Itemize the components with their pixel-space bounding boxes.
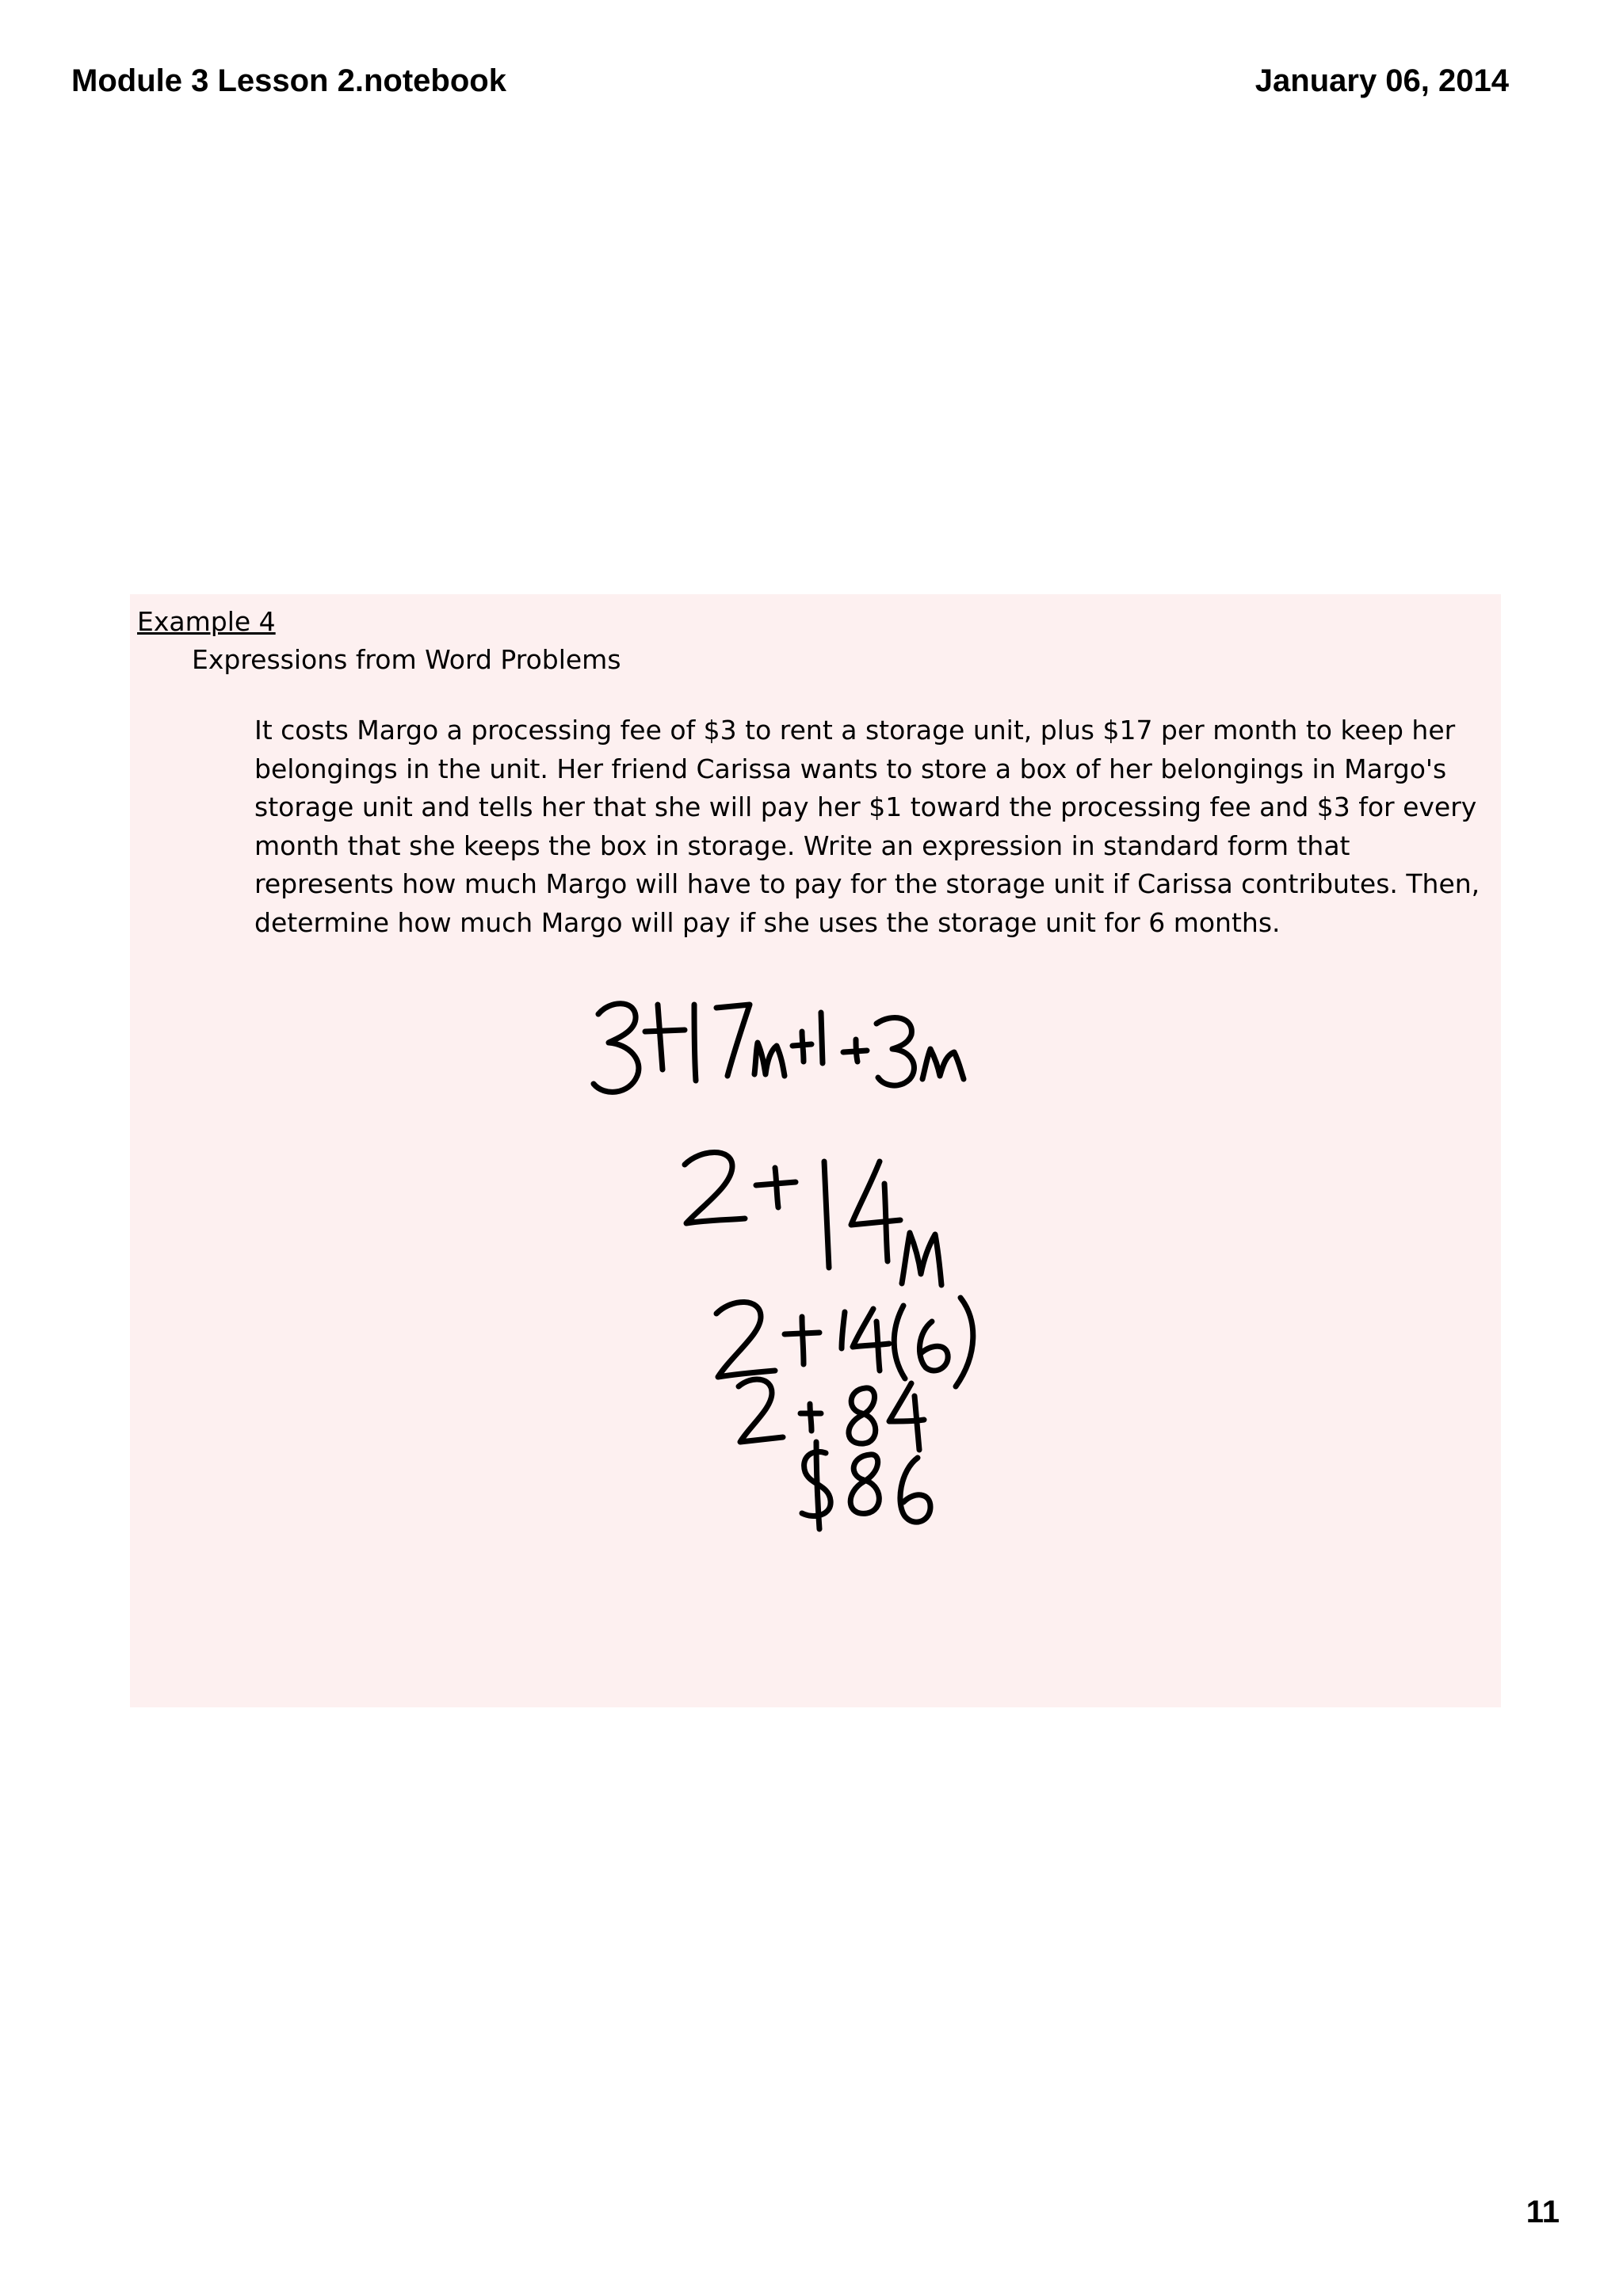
handwritten-work <box>130 594 1501 1707</box>
notebook-slide <box>130 594 1501 1707</box>
problem-line: belongings in the unit. Her friend Carissa wants to store a box of her belongings in Margo's <box>254 753 1447 784</box>
problem-line: It costs Margo a processing fee of $3 to rent a storage unit, plus $17 per month to keep her <box>254 715 1456 746</box>
example-subtitle: Expressions from Word Problems <box>192 644 621 675</box>
page-number: 11 <box>1526 2195 1560 2229</box>
handwritten-line <box>716 1298 973 1386</box>
header-date: January 06, 2014 <box>1254 63 1509 98</box>
handwritten-line <box>594 1004 964 1093</box>
problem-line: month that she keeps the box in storage. Write an expression in standard form that <box>254 830 1350 861</box>
example-label: Example 4 <box>137 606 276 637</box>
problem-line: storage unit and tells her that she will pay her $1 toward the processing fee and $3 for every <box>254 791 1477 822</box>
problem-line: represents how much Margo will have to pay for the storage unit if Carissa contributes. Then, <box>254 868 1480 899</box>
handwritten-line <box>739 1379 924 1450</box>
problem-line: determine how much Margo will pay if she uses the storage unit for 6 months. <box>254 906 1281 938</box>
handwritten-line <box>802 1442 930 1529</box>
handwritten-line <box>685 1153 941 1286</box>
header-title: Module 3 Lesson 2.notebook <box>71 63 506 98</box>
